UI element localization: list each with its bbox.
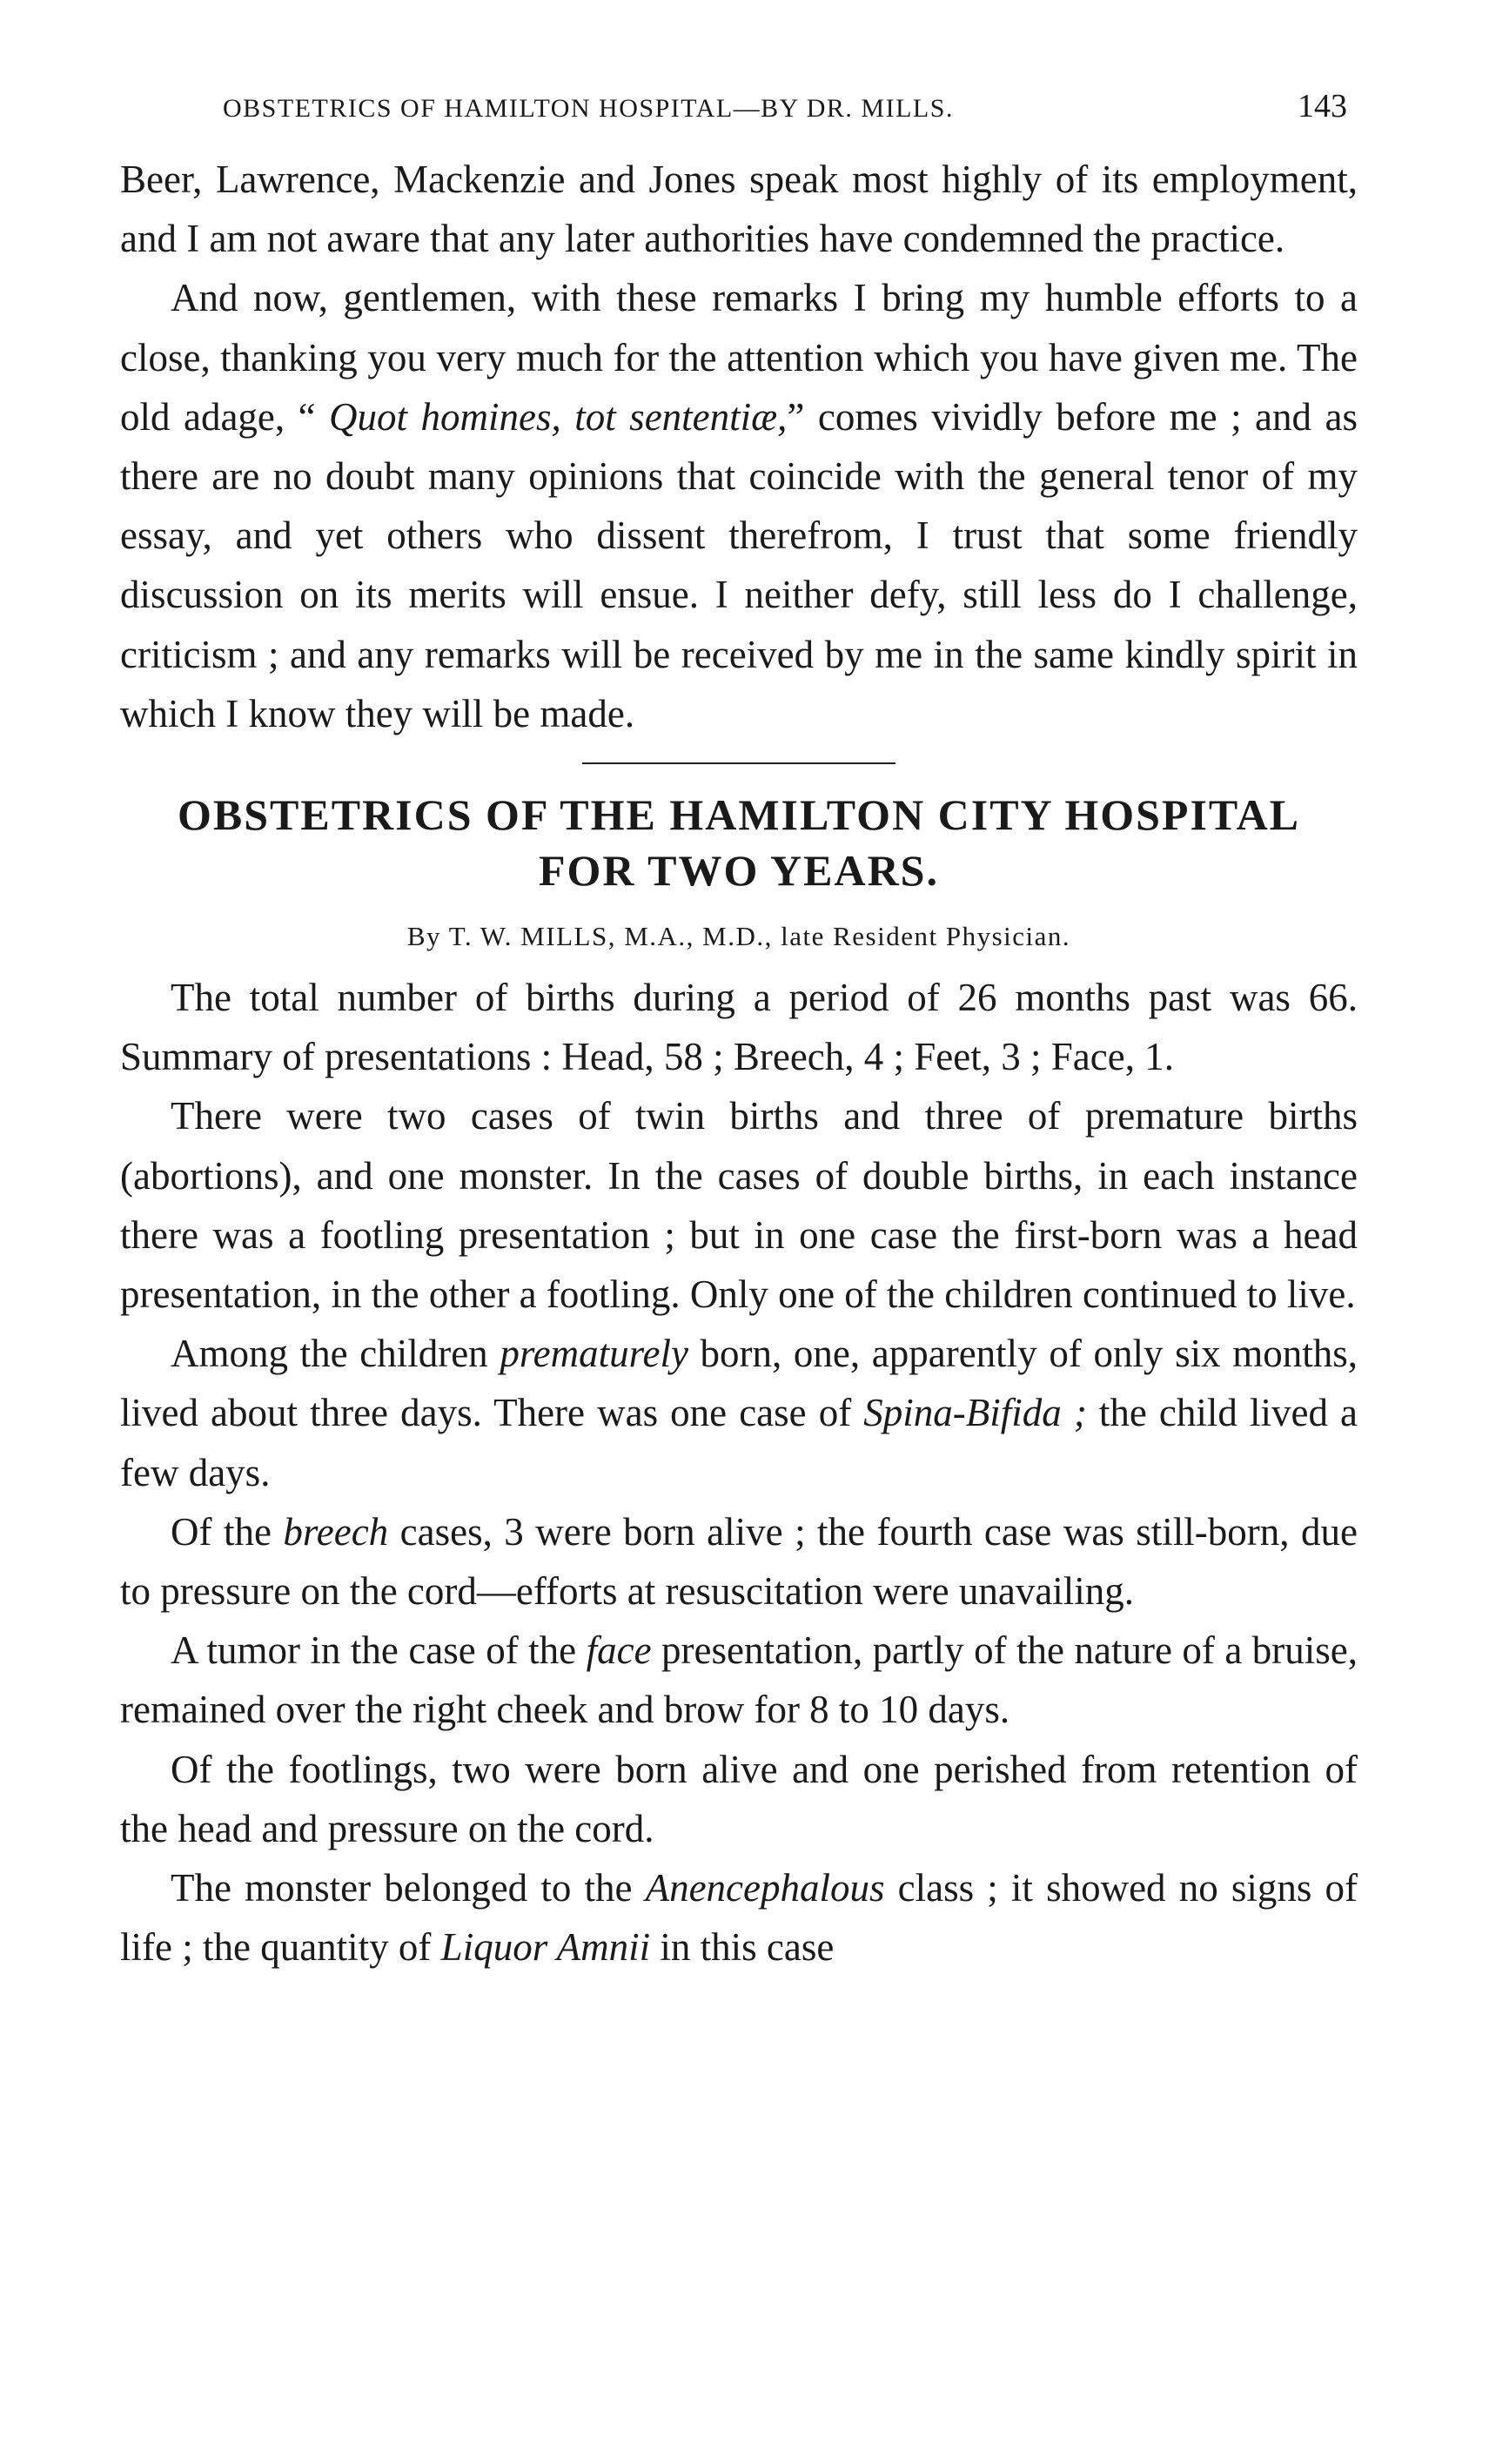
closing-paragraph-2 xyxy=(120,268,1358,743)
article-paragraph-5 xyxy=(120,1621,1358,1739)
article-paragraph-5-text-end: presentation, partly of the nature of a bruise, remained over the right cheek and brow for 8 to 10 days. xyxy=(120,1628,1358,1732)
article-paragraph-7-text-end: in this case xyxy=(650,1925,835,1970)
running-head xyxy=(120,87,1358,150)
italic-liquor-amnii: Liquor Amnii xyxy=(440,1925,651,1970)
page-number: 143 xyxy=(1298,88,1347,124)
running-head-title: OBSTETRICS OF HAMILTON HOSPITAL—BY DR. MILLS. xyxy=(223,94,954,123)
article-title-line-2: FOR TWO YEARS. xyxy=(538,846,939,896)
italic-spina-bifida: Spina-Bifida ; xyxy=(863,1391,1087,1435)
article-paragraph-7-text: The monster belonged to the xyxy=(171,1866,646,1910)
closing-paragraph-2-text-end: ” comes vividly before me ; and as there are no doubt many opinions that coincide with the general tenor of my essay, and yet others who dissent therefrom, I trust that some friendly discussion on its merits will ensue. I neither defy, still less do I challenge, criticism ; and any remarks will be received by me in the same kindly spirit in which I know they will be made. xyxy=(120,394,1358,735)
closing-paragraph-1: Beer, Lawrence, Mackenzie and Jones speak most highly of its employment, and I am not aware that any later authorities have condemned the practice. xyxy=(120,158,1358,261)
article-paragraph-4 xyxy=(120,1502,1358,1621)
article-paragraph-4-text: Of the xyxy=(171,1509,284,1554)
article-paragraph-3 xyxy=(120,1324,1358,1502)
article-title-line-1: OBSTETRICS OF THE HAMILTON CITY HOSPITAL xyxy=(177,790,1301,840)
italic-anencephalous: Anencephalous xyxy=(645,1866,885,1910)
italic-breech: breech xyxy=(283,1509,389,1554)
article-paragraph-3-text: Among the children xyxy=(171,1332,500,1376)
closing-paragraph-2-text: And now, gentlemen, with these remarks I bring my humble efforts to a close, thanking you very much for the attention which you have given me. The old adage, “ xyxy=(120,276,1358,439)
journal-page xyxy=(120,87,1358,1977)
article-paragraph-7-text-mid: class ; it showed no signs of life ; the quantity of xyxy=(120,1866,1358,1970)
article-paragraph-6: Of the footlings, two were born alive and one perished from retention of the head and pressure on the cord. xyxy=(120,1747,1358,1850)
article-paragraph-4-text-end: cases, 3 were born alive ; the fourth case was still-born, due to pressure on the cord—efforts at resuscitation were unavailing. xyxy=(120,1509,1358,1614)
article-paragraph-5-text: A tumor in the case of the xyxy=(171,1628,587,1673)
article-title xyxy=(120,787,1358,898)
section-divider xyxy=(582,762,895,764)
italic-prematurely: prematurely xyxy=(500,1332,688,1376)
article-paragraph-2: There were two cases of twin births and three of premature births (abortions), and one monster. In the cases of double births, in each instance there was a footling presentation ; but in one case the first-born was a head presentation, in the other a footling. Only one of the children continued to live. xyxy=(120,1094,1358,1317)
italic-face: face xyxy=(586,1628,652,1673)
article-paragraph-3-text-end: the child lived a few days. xyxy=(120,1391,1358,1494)
latin-quote: Quot homines, tot sententiæ, xyxy=(329,394,788,439)
article-paragraph-1: The total number of births during a period of 26 months past was 66. Summary of presentations : Head, 58 ; Breech, 4 ; Feet, 3 ; Face, 1. xyxy=(120,976,1358,1079)
article-byline: By T. W. MILLS, M.A., M.D., late Resident Physician. xyxy=(406,921,1071,952)
article-paragraph-7 xyxy=(120,1858,1358,1977)
article-paragraph-3-text-mid: born, one, apparently of only six months, lived about three days. There was one case of xyxy=(120,1332,1358,1435)
